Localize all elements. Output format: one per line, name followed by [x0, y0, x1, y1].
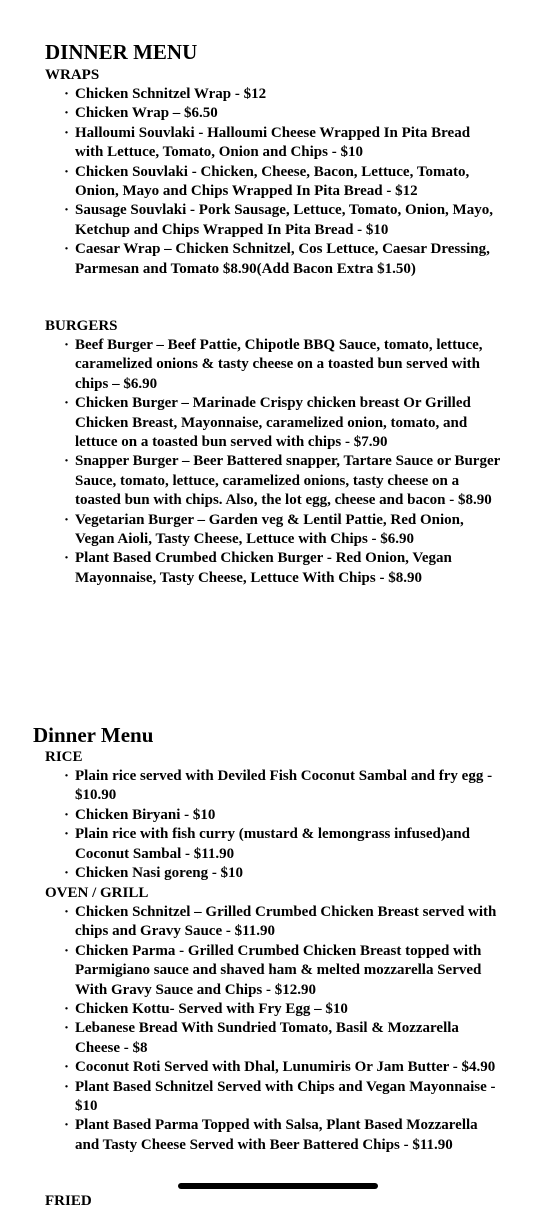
menu-item-text: Plain rice with fish curry (mustard & lemongrass infused)and Coconut Sambal - $11.90 — [75, 826, 470, 862]
menu-item-text: Chicken Nasi goreng - $10 — [75, 865, 244, 882]
bullet-icon: · — [64, 124, 70, 141]
rice-list — [60, 767, 500, 883]
menu-item — [60, 1116, 500, 1155]
menu-item-text: Coconut Roti Served with Dhal, Lunumiris Or Jam Butter - $4.90 — [75, 1059, 496, 1076]
bullet-icon: · — [64, 865, 70, 882]
menu-item — [60, 394, 500, 452]
bullet-icon: · — [64, 1059, 70, 1076]
bullet-icon: · — [64, 904, 70, 920]
menu-item-text: Lebanese Bread With Sundried Tomato, Basil & Mozzarella Cheese - $8 — [75, 1020, 459, 1056]
menu-item-text: Chicken Schnitzel – Grilled Crumbed Chicken Breast served with chips and Gravy Sauce - $11.90 — [75, 904, 497, 940]
menu-item — [60, 336, 500, 394]
menu-item-text: Halloumi Souvlaki - Halloumi Cheese Wrapped In Pita Bread with Lettuce, Tomato, Onion and Chips - $10 — [75, 124, 471, 161]
burgers-list — [60, 336, 500, 588]
menu-item — [60, 201, 500, 240]
menu-item-text: Chicken Biryani - $10 — [75, 806, 216, 823]
menu-item-text: Chicken Wrap – $6.50 — [75, 105, 218, 122]
bullet-icon: · — [64, 1020, 70, 1037]
menu-item-text: Chicken Kottu- Served with Fry Egg – $10 — [75, 1001, 348, 1018]
menu-item-text: Chicken Parma - Grilled Crumbed Chicken Breast topped with Parmigiano sauce and shaved ham & melted mozzarella Served With Gravy Sauce and Chips - $12.90 — [75, 942, 482, 998]
bullet-icon: · — [64, 1001, 70, 1018]
menu-item — [60, 163, 500, 202]
menu-item — [60, 452, 500, 510]
menu-item — [60, 1000, 500, 1019]
bullet-icon: · — [64, 395, 70, 412]
menu-item-text: Caesar Wrap – Chicken Schnitzel, Cos Lettuce, Caesar Dressing, Parmesan and Tomato $8.90(Add Bacon Extra $1.50) — [75, 241, 490, 277]
menu-item-text: Plain rice served with Deviled Fish Coconut Sambal and fry egg - $10.90 — [75, 768, 493, 804]
menu-item-text: Chicken Burger – Marinade Crispy chicken breast Or Grilled Chicken Breast, Mayonnaise, caramelized onion, tomato, and lettuce on a toasted bun served with chips - $7.90 — [75, 395, 471, 451]
bullet-icon: · — [64, 163, 70, 180]
menu-item — [60, 104, 500, 123]
menu-item — [60, 511, 500, 550]
menu-item — [60, 942, 500, 1000]
menu-item — [60, 1019, 500, 1058]
menu-item-text: Plant Based Crumbed Chicken Burger - Red Onion, Vegan Mayonnaise, Tasty Cheese, Lettuce With Chips - $8.90 — [75, 550, 452, 586]
bullet-icon: · — [64, 511, 70, 528]
menu-item — [60, 549, 500, 588]
menu-item-text: Chicken Souvlaki - Chicken, Cheese, Bacon, Lettuce, Tomato, Onion, Mayo and Chips Wrapped In Pita Bread - $12 — [75, 163, 470, 200]
menu-item-text: Beef Burger – Beef Pattie, Chipotle BBQ Sauce, tomato, lettuce, caramelized onions & tasty cheese on a toasted bun served with chips – $6.90 — [75, 337, 483, 392]
menu-item — [60, 864, 500, 883]
section-oven-grill: OVEN / GRILL — [45, 885, 149, 901]
bullet-icon: · — [64, 337, 70, 353]
bullet-icon: · — [64, 942, 70, 959]
menu-item-text: Plant Based Parma Topped with Salsa, Plant Based Mozzarella and Tasty Cheese Served with Beer Battered Chips - $11.90 — [75, 1117, 478, 1153]
dinner-menu-title: DINNER MENU — [45, 40, 198, 64]
bullet-icon: · — [64, 453, 70, 470]
menu-item-text: Plant Based Schnitzel Served with Chips and Vegan Mayonnaise - $10 — [75, 1078, 496, 1115]
menu-item — [60, 903, 500, 942]
menu-item-text: Vegetarian Burger – Garden veg & Lentil Pattie, Red Onion, Vegan Aioli, Tasty Cheese, Lettuce with Chips - $6.90 — [75, 511, 464, 548]
bullet-icon: · — [64, 768, 70, 784]
menu-item — [60, 825, 500, 864]
menu-item-text: Chicken Schnitzel Wrap - $12 — [75, 86, 267, 102]
oven-grill-list — [60, 903, 500, 1155]
section-fried: FRIED — [45, 1193, 92, 1209]
wraps-list — [60, 85, 500, 279]
menu-item-text: Snapper Burger – Beer Battered snapper, Tartare Sauce or Burger Sauce, tomato, lettuce, caramelized onions, tasty cheese on a toasted bun with chips. Also, the lot egg, cheese and bacon - $8.90 — [75, 453, 501, 509]
bullet-icon: · — [64, 806, 70, 823]
bullet-icon: · — [64, 241, 70, 258]
bullet-icon: · — [64, 202, 70, 219]
menu-item — [60, 767, 500, 806]
bullet-icon: · — [64, 105, 70, 122]
menu-item — [60, 240, 500, 279]
dinner-menu-title-2: Dinner Menu — [33, 723, 154, 747]
menu-item — [60, 85, 500, 104]
section-wraps: WRAPS — [45, 67, 100, 83]
bullet-icon: · — [64, 550, 70, 567]
menu-item — [60, 806, 500, 825]
bullet-icon: · — [64, 1117, 70, 1134]
bullet-icon: · — [64, 1078, 70, 1095]
scrollbar-thumb[interactable] — [178, 1183, 378, 1189]
menu-item-text: Sausage Souvlaki - Pork Sausage, Lettuce, Tomato, Onion, Mayo, Ketchup and Chips Wrapped In Pita Bread - $10 — [75, 202, 493, 238]
section-burgers: BURGERS — [45, 318, 118, 334]
menu-item — [60, 1058, 500, 1077]
bullet-icon: · — [64, 826, 70, 843]
bullet-icon: · — [64, 86, 70, 102]
menu-item — [60, 124, 500, 163]
section-rice: RICE — [45, 749, 83, 765]
menu-item — [60, 1078, 500, 1117]
